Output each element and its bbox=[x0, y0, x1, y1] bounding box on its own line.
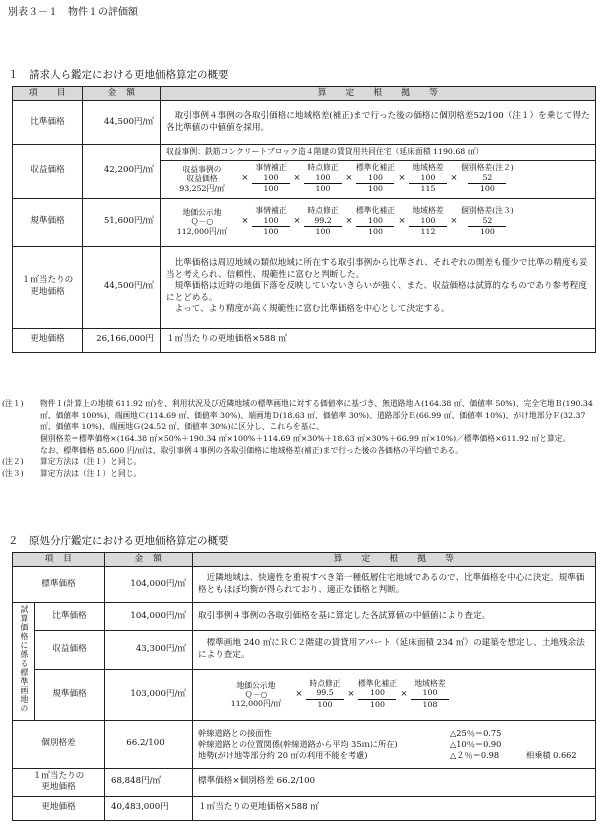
row-basis-per-m2 bbox=[161, 246, 596, 328]
row-label-kobetsu: 個別格差 bbox=[13, 720, 105, 768]
factor-label: 時点修正 bbox=[309, 679, 341, 689]
per-m2-label-line2: 更地価格 bbox=[41, 782, 76, 793]
basis-paragraph: 規準価格は近時の地価下落を反映していないきらいが強く、また、収益価格は試算的なものであり参考程度にとどめる。 bbox=[166, 281, 587, 303]
kobetsu-product: 相乗積 0.662 bbox=[526, 749, 577, 760]
factor-numerator: 100 bbox=[304, 173, 342, 185]
factor-denominator: 100 bbox=[315, 227, 331, 237]
side-label bbox=[13, 603, 35, 721]
factor-label: 個別格差(注２) bbox=[460, 163, 514, 173]
shueki-case-note: 収益事例：鉄筋コンクリートブロック造４階建の賃貸用共同住宅（延床面積 1190.68 ㎡） bbox=[161, 145, 596, 161]
row-amount-per-m2-2: 68,848円/㎡ bbox=[105, 768, 193, 796]
factor-label: 時点修正 bbox=[307, 163, 339, 173]
factor-numerator: 52 bbox=[468, 173, 506, 185]
factor-label: 事情補正 bbox=[255, 206, 287, 216]
header-amount: 金 額 bbox=[105, 553, 193, 567]
kobetsu-rate: △10％＝0.90 bbox=[450, 738, 502, 749]
section2-table bbox=[12, 552, 596, 821]
note3-text: 算定方法は（注１）と同じ。 bbox=[40, 469, 142, 479]
kijun-base-value: 112,000円/㎡ bbox=[176, 226, 228, 236]
factor-denominator: 100 bbox=[368, 227, 383, 237]
factor-denominator: 100 bbox=[315, 184, 331, 194]
factor-numerator: 100 bbox=[356, 216, 394, 228]
notes-block bbox=[2, 398, 600, 480]
kijun-base-code: Ｑ－○ bbox=[190, 217, 214, 227]
factor-label: 個別格差(注３) bbox=[460, 206, 514, 216]
kijun2-base-value: 112,000円/㎡ bbox=[230, 699, 282, 709]
row-label-hikaku2: 比準価格 bbox=[35, 603, 105, 631]
factor-label: 地域格差 bbox=[412, 163, 444, 173]
factor-label: 時点修正 bbox=[307, 206, 339, 216]
factor-numerator: 99.5 bbox=[306, 688, 344, 700]
row-label-per-m2 bbox=[13, 246, 83, 328]
note1-extra: なお、標準価格 85,600 円/㎡は、取引事例４事例の各取引価格に地域格差(補正)まで行った後の各価格の平均値である。 bbox=[40, 445, 463, 455]
factor-denominator: 100 bbox=[370, 699, 385, 709]
factor-denominator: 100 bbox=[479, 227, 495, 237]
row-label-per-m2-2 bbox=[13, 768, 105, 796]
factor-denominator: 100 bbox=[479, 184, 495, 194]
kijun2-base-label: 地価公示地 bbox=[236, 680, 276, 690]
row-amount-per-m2: 44,500円/㎡ bbox=[83, 246, 161, 328]
kobetsu-factor: 幹線道路との位置関係(幹線道路から平均 35ｍに所在) bbox=[198, 738, 398, 749]
row-basis-hikaku: 取引事例４事例の各取引価格に地域格差(補正)まで行った後の価格に個別格差52/100（注１）を乗じて得た各比準値の中値値を採用。 bbox=[161, 101, 596, 145]
row-basis-total2: １㎡当たりの更地価格×588 ㎡ bbox=[193, 796, 596, 820]
row-label-hyojun: 標準価格 bbox=[13, 567, 105, 603]
factor-label: 標準化補正 bbox=[358, 679, 397, 689]
row-basis-total: １㎡当たりの更地価格×588 ㎡ bbox=[161, 328, 596, 352]
factor-numerator: 100 bbox=[358, 688, 396, 700]
factor-denominator: 100 bbox=[368, 184, 383, 194]
factor-numerator: 100 bbox=[252, 216, 290, 228]
row-basis-hikaku2: 取引事例４事例の各取引価格を基に算定した各試算値の中値値により査定。 bbox=[193, 603, 596, 631]
per-m2-label-line1: １㎡当たりの bbox=[32, 770, 85, 781]
factor-numerator: 100 bbox=[356, 173, 394, 185]
row-label-kijun2: 規準価格 bbox=[35, 669, 105, 720]
section2-heading: ２ 原処分庁鑑定における更地価格算定の概要 bbox=[8, 535, 229, 547]
factor-numerator: 100 bbox=[411, 688, 449, 700]
row-amount-total2: 40,483,000円 bbox=[105, 796, 193, 820]
shueki-calc: 収益事例の 収益価格 93,252円/㎡ × 事情補正 $\frac{100}{100}$ × 時点修正 $\frac{100}{100}$ × 標準化補正 $\frac{100}{100}$ × 地域格差 $\frac{100}{115}$ × 個別格差(注２) $\frac{52}{100}$ bbox=[161, 160, 596, 198]
factor-denominator: 115 bbox=[420, 184, 436, 194]
header-basis: 算 定 根 拠 等 bbox=[161, 87, 596, 101]
factor-denominator: 108 bbox=[422, 699, 438, 709]
kobetsu-rate: △２％＝0.98 bbox=[450, 749, 500, 760]
row-label-shueki: 収益価格 bbox=[13, 145, 83, 199]
shueki-base-label2: 収益価格 bbox=[186, 174, 218, 184]
row-amount-shueki: 42,200円/㎡ bbox=[83, 145, 161, 199]
header-item: 項 目 bbox=[13, 87, 83, 101]
shueki-base-label: 収益事例の bbox=[182, 165, 222, 174]
row-label-total: 更地価格 bbox=[13, 328, 83, 352]
document-title: 別表３－１ 物件１の評価額 bbox=[8, 7, 138, 18]
factor-numerator: 100 bbox=[252, 173, 290, 185]
factor-denominator: 100 bbox=[317, 699, 333, 709]
factor-label: 標準化補正 bbox=[356, 206, 395, 216]
row-amount-kijun2: 103,000円/㎡ bbox=[105, 669, 193, 720]
row-basis-shueki2: 標準画地 240 ㎡にＲＣ２階建の賃貸用アパート（延床面積 234 ㎡）の建築を想定し、土地残余法により査定。 bbox=[193, 630, 596, 669]
factor-label: 標準化補正 bbox=[356, 163, 395, 173]
factor-denominator: 100 bbox=[263, 227, 279, 237]
kijun2-base-code: Ｑ－○ bbox=[244, 690, 268, 700]
row-amount-total: 26,166,000円 bbox=[83, 328, 161, 352]
kobetsu-rate: △25％＝0.75 bbox=[450, 727, 502, 738]
factor-numerator: 99.2 bbox=[304, 216, 342, 228]
row-label-shueki2: 収益価格 bbox=[35, 630, 105, 669]
note2-text: 算定方法は（注１）と同じ。 bbox=[40, 457, 142, 467]
basis-paragraph: 比準価格は周辺地域の類似地域に所在する取引事例から比準され、それぞれの開差も僅少で比準の精度も妥当と考えられ、信頼性、規範性に富むと判断した。 bbox=[166, 258, 588, 280]
row-label-kijun: 規準価格 bbox=[13, 198, 83, 246]
row-amount-hikaku: 44,500円/㎡ bbox=[83, 101, 161, 145]
note1-tag: (注１) bbox=[2, 399, 24, 408]
note1-formula: 個別格差＝標準価格×(164.38 ㎡×50%＋190.34 ㎡×100%＋114.69 ㎡×30%＋18.63 ㎡×30%＋66.99 ㎡×10%)／標準価格×611.92 ㎡と算定。 bbox=[40, 434, 571, 444]
note3-tag: (注３) bbox=[2, 469, 24, 479]
row-basis-hyojun: 近隣地域は、快適性を重視すべき第一種低層住宅地域であるので、比準価格を中心に決定。規準価格ともほぼ均衡が得られており、適正な価格と判断。 bbox=[193, 567, 596, 603]
shueki-base-value: 93,252円/㎡ bbox=[179, 183, 225, 193]
row-basis-kobetsu bbox=[193, 720, 596, 768]
row-amount-kijun: 51,600円/㎡ bbox=[83, 198, 161, 246]
per-m2-label-line2: 更地価格 bbox=[30, 287, 65, 298]
kijun2-calc: 地価公示地 Ｑ－○ 112,000円/㎡ × 時点修正 $\frac{99.5}{100}$ × 標準化補正 $\frac{100}{100}$ × 地域格差 $\frac{100}{108}$ bbox=[193, 669, 596, 720]
kijun-calc: 地価公示地 Ｑ－○ 112,000円/㎡ × 事情補正 $\frac{100}{100}$ × 時点修正 $\frac{99.2}{100}$ × 標準化補正 $\frac{100}{100}$ × 地域格差 $\frac{100}{112}$ × 個別格差(注３) $\frac{52}{100}$ bbox=[161, 198, 596, 246]
kobetsu-factor: 地勢(がけ地等部分約 20 ㎡の利用不能を考慮) bbox=[198, 749, 368, 760]
section1-table bbox=[12, 86, 596, 353]
note1-text: 物件１(計算上の地積 611.92 ㎡)を、利用状況及び近隣地域の標準画地に対する価値率に基づき、無道路地Ａ(164.38 ㎡、価値率 50%)、完全宅地Ｂ(190.34 ㎡、価値率 100%)、端画地Ｃ(114.69 ㎡、価値率 30%)、端画地Ｄ(18.63 ㎡、価値率 30%)、道路部分Ｅ(66.99 ㎡、価値率 10%)、がけ地部分Ｆ(32.37 ㎡、価値率 10%)、端画地Ｇ(24.52 ㎡、価値率 30%)に区分し、これらを基に、 bbox=[40, 399, 593, 432]
row-label-total2: 更地価格 bbox=[13, 796, 105, 820]
side-label-text: 試算価格に係る標準画地の bbox=[19, 605, 29, 713]
factor-label: 地域格差 bbox=[414, 679, 446, 689]
factor-numerator: 52 bbox=[468, 216, 506, 228]
row-label-hikaku: 比準価格 bbox=[13, 101, 83, 145]
note2-tag: (注２) bbox=[2, 457, 24, 467]
factor-numerator: 100 bbox=[409, 173, 447, 185]
header-amount: 金 額 bbox=[83, 87, 161, 101]
factor-label: 地域格差 bbox=[412, 206, 444, 216]
header-basis: 算 定 根 拠 等 bbox=[193, 553, 596, 567]
row-amount-hyojun: 104,000円/㎡ bbox=[105, 567, 193, 603]
kobetsu-factor: 幹線道路との接面性 bbox=[198, 727, 272, 738]
row-basis-per-m2-2: 標準価格×個別格差 66.2/100 bbox=[193, 768, 596, 796]
factor-numerator: 100 bbox=[409, 216, 447, 228]
factor-label: 事情補正 bbox=[255, 163, 287, 173]
factor-denominator: 112 bbox=[420, 227, 436, 237]
row-amount-hikaku2: 104,000円/㎡ bbox=[105, 603, 193, 631]
row-amount-shueki2: 43,300円/㎡ bbox=[105, 630, 193, 669]
kijun-base-label: 地価公示地 bbox=[182, 208, 222, 217]
basis-paragraph: よって、より精度が高く規範性に富む比準価格を中心として決定する。 bbox=[174, 304, 450, 315]
factor-denominator: 100 bbox=[263, 184, 279, 194]
per-m2-label-line1: １㎡当たりの bbox=[21, 275, 74, 286]
section1-heading: １ 請求人ら鑑定における更地価格算定の概要 bbox=[8, 69, 229, 81]
header-item: 項 目 bbox=[13, 553, 105, 567]
row-amount-kobetsu: 66.2/100 bbox=[105, 720, 193, 768]
